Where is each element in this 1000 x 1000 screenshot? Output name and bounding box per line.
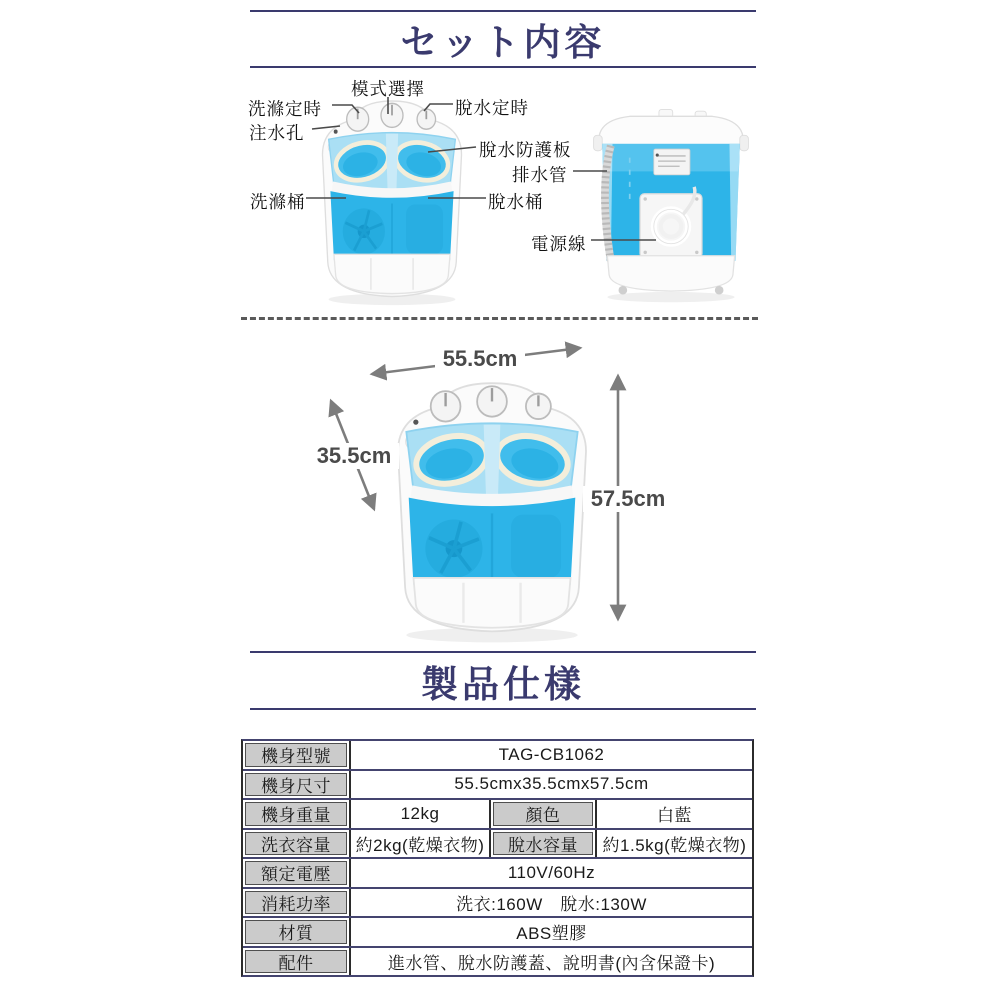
spec-value: 洗衣:160W 脫水:130W bbox=[351, 889, 752, 917]
dimension-width-label: 55.5cm bbox=[435, 346, 525, 372]
callout-wash-tub: 洗滌桶 bbox=[250, 192, 306, 212]
spec-row-model bbox=[243, 741, 752, 771]
spec-value: ABS塑膠 bbox=[351, 918, 752, 946]
spec-label-cell bbox=[243, 889, 351, 917]
spec-row-weight-color bbox=[243, 800, 752, 830]
spec-label-cell bbox=[491, 830, 597, 858]
spec-row-size bbox=[243, 771, 752, 801]
spec-row-accessories bbox=[243, 948, 752, 976]
spec-value: 約1.5kg(乾燥衣物) bbox=[602, 835, 747, 855]
section-title-specs bbox=[250, 651, 756, 710]
spec-label: 消耗功率 bbox=[245, 891, 347, 915]
spec-label: 機身型號 bbox=[245, 743, 347, 767]
spec-value: 約2kg(乾燥衣物) bbox=[351, 830, 491, 858]
spec-label: 材質 bbox=[245, 920, 347, 944]
spec-label-cell bbox=[243, 830, 351, 858]
spec-value: 進水管、脫水防護蓋、說明書(內含保證卡) bbox=[351, 948, 752, 976]
dimensions-figure bbox=[240, 320, 760, 650]
spec-label-cell bbox=[243, 859, 351, 887]
spec-label: 脫水容量 bbox=[493, 832, 593, 856]
spec-row-power bbox=[243, 889, 752, 919]
spec-value: 白藍 bbox=[657, 806, 692, 826]
spec-label-cell bbox=[243, 741, 351, 769]
spec-row-capacity bbox=[243, 830, 752, 860]
spec-label: 機身重量 bbox=[245, 802, 347, 826]
spec-row-voltage bbox=[243, 859, 752, 889]
spec-label: 額定電壓 bbox=[245, 861, 347, 885]
spec-label: 機身尺寸 bbox=[245, 773, 347, 797]
spec-label-cell bbox=[491, 800, 597, 828]
spec-label: 洗衣容量 bbox=[245, 832, 347, 856]
spec-value: 110V/60Hz bbox=[351, 859, 752, 887]
spec-label-cell bbox=[243, 800, 351, 828]
spec-table bbox=[241, 739, 754, 977]
spec-label-cell bbox=[243, 918, 351, 946]
callout-spin-timer: 脫水定時 bbox=[455, 98, 529, 118]
spec-value: 55.5cmx35.5cmx57.5cm bbox=[351, 771, 752, 799]
callout-mode-select: 模式選擇 bbox=[351, 79, 425, 99]
callout-drain-hose: 排水管 bbox=[512, 165, 568, 185]
spec-label: 顏色 bbox=[493, 802, 593, 826]
callout-spin-guard: 脫水防護板 bbox=[479, 140, 572, 160]
product-views-figure bbox=[240, 70, 760, 318]
dimension-depth-label: 35.5cm bbox=[309, 443, 399, 469]
washer-front-view-image bbox=[304, 78, 480, 308]
callout-spin-tub: 脫水桶 bbox=[488, 192, 544, 212]
callout-wash-timer: 洗滌定時 bbox=[248, 99, 322, 119]
spec-value: TAG-CB1062 bbox=[351, 741, 752, 769]
spec-value: 12kg bbox=[351, 800, 491, 828]
washer-dimension-image bbox=[373, 354, 611, 646]
spec-label-cell bbox=[243, 771, 351, 799]
spec-label: 配件 bbox=[245, 950, 347, 974]
specs-title: 製品仕樣 bbox=[421, 663, 585, 705]
set-contents-title: セット内容 bbox=[400, 22, 606, 63]
section-title-set-contents bbox=[250, 10, 756, 68]
spec-label-cell bbox=[243, 948, 351, 976]
callout-power-cord: 電源線 bbox=[531, 234, 587, 254]
callout-water-inlet: 注水孔 bbox=[249, 123, 305, 143]
washer-back-view-image bbox=[585, 106, 757, 304]
spec-row-material bbox=[243, 918, 752, 948]
dimension-height-label: 57.5cm bbox=[583, 486, 673, 512]
